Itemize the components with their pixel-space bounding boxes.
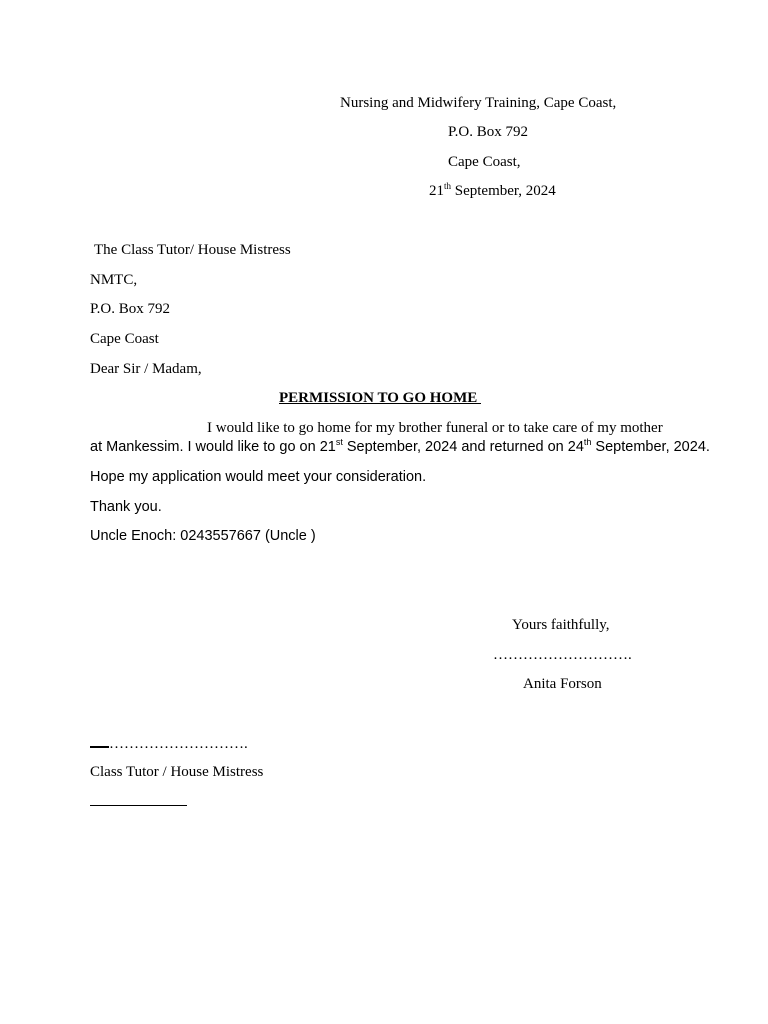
approval-signature-dots: ………………………. <box>109 736 248 752</box>
sender-address-line-1: Nursing and Midwifery Training, Cape Coast, <box>340 95 617 111</box>
sender-address-line-3: Cape Coast, <box>448 154 521 170</box>
body-paragraph-1-line-2 <box>90 438 710 456</box>
recipient-line-3: P.O. Box 792 <box>90 301 171 317</box>
recipient-line-4: Cape Coast <box>90 331 159 347</box>
recipient-line-2: NMTC, <box>90 272 138 288</box>
salutation: Dear Sir / Madam, <box>90 361 202 377</box>
superscript-st: st <box>335 437 343 447</box>
approval-bottom-rule <box>90 805 187 806</box>
signature-line: ………………………. <box>493 647 632 663</box>
body-text-segment-3: September, 2024. <box>591 439 710 455</box>
sender-address-line-2: P.O. Box 792 <box>448 124 529 140</box>
date-day: 21 <box>429 183 444 199</box>
body-paragraph-3: Thank you. <box>90 499 162 515</box>
body-text-segment-1: at Mankessim. I would like to go on 21 <box>90 439 336 455</box>
approval-underscore <box>90 746 109 748</box>
contact-line: Uncle Enoch: 0243557667 (Uncle ) <box>90 528 316 544</box>
approval-label: Class Tutor / House Mistress <box>90 764 264 780</box>
sender-name: Anita Forson <box>523 676 602 692</box>
body-paragraph-1-line-1: I would like to go home for my brother funeral or to take care of my mother <box>207 420 663 436</box>
body-text-segment-2: September, 2024 and returned on 24 <box>342 439 584 455</box>
letter-date <box>429 182 556 200</box>
letter-subject: PERMISSION TO GO HOME <box>279 390 481 406</box>
superscript-th: th <box>583 437 592 447</box>
valediction: Yours faithfully, <box>512 617 610 633</box>
body-paragraph-2: Hope my application would meet your consideration. <box>90 469 427 485</box>
recipient-line-1: The Class Tutor/ House Mistress <box>94 242 291 258</box>
date-suffix: th <box>444 181 452 191</box>
date-rest: September, 2024 <box>451 183 556 199</box>
